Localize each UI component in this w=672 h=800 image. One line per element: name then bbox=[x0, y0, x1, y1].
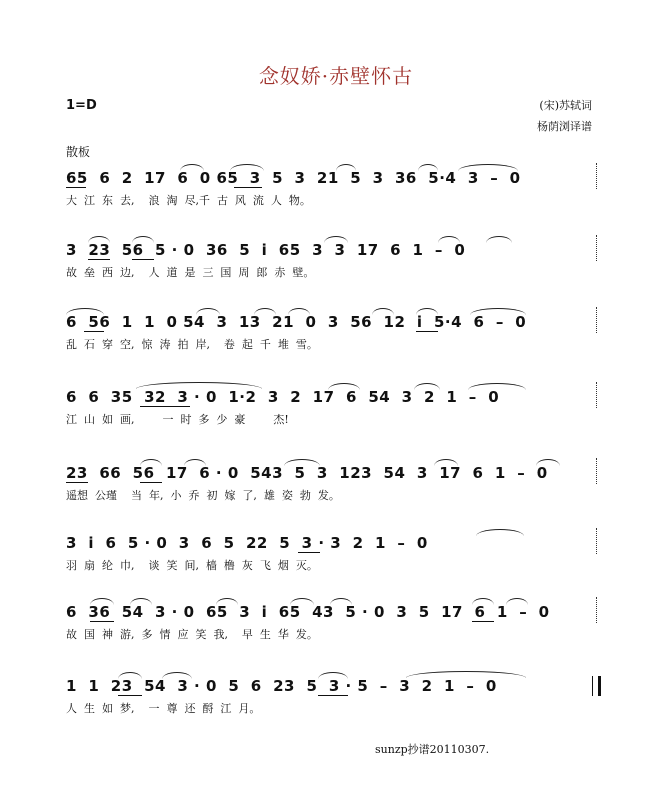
underline bbox=[118, 695, 142, 696]
slur bbox=[476, 529, 524, 536]
notation-line: 6 6 35 32 3 · 0 1·2 3 2 17 6 54 3 2 1 – 0 bbox=[66, 388, 500, 406]
slur bbox=[230, 164, 264, 171]
underline bbox=[298, 552, 320, 553]
barline bbox=[596, 307, 599, 333]
slur bbox=[472, 598, 494, 605]
underline bbox=[416, 331, 438, 332]
score-title: 念奴娇·赤壁怀古 bbox=[258, 64, 414, 88]
arranger-credit: 杨荫浏译谱 bbox=[537, 120, 592, 133]
barline bbox=[596, 235, 599, 261]
slur bbox=[284, 459, 320, 466]
underline bbox=[66, 482, 88, 483]
slur bbox=[324, 236, 348, 243]
underline bbox=[90, 621, 114, 622]
notation-line: 23 66 56 17 6 · 0 543 5 3 123 54 3 17 6 1 – 0 bbox=[66, 464, 548, 482]
lyric-line: 大 江 东 去, 浪 淘 尽,千 古 风 流 人 物。 bbox=[66, 194, 311, 207]
slur bbox=[330, 598, 352, 605]
slur bbox=[290, 598, 314, 605]
notation-line: 3 i 6 5 · 0 3 6 5 22 5 3 · 3 2 1 – 0 bbox=[66, 534, 428, 552]
slur bbox=[458, 164, 518, 171]
underline bbox=[88, 259, 110, 260]
lyric-line: 遥想 公瑾 当 年, 小 乔 初 嫁 了, 雄 姿 勃 发。 bbox=[66, 489, 340, 502]
tempo-marking: 散板 bbox=[66, 145, 91, 159]
slur bbox=[470, 308, 526, 315]
slur bbox=[180, 164, 204, 171]
underline bbox=[140, 482, 162, 483]
slur bbox=[336, 164, 356, 171]
slur bbox=[418, 164, 438, 171]
slur bbox=[118, 672, 142, 679]
slur bbox=[506, 598, 528, 605]
slur bbox=[416, 308, 438, 315]
slur bbox=[328, 383, 360, 390]
notation-line: 1 1 23 54 3 · 0 5 6 23 5 3 · 5 – 3 2 1 – 0 bbox=[66, 677, 497, 695]
slur bbox=[288, 308, 310, 315]
slur bbox=[318, 672, 348, 679]
barline bbox=[596, 458, 599, 484]
slur bbox=[468, 383, 526, 390]
underline bbox=[84, 331, 104, 332]
lyric-line: 故 国 神 游, 多 情 应 笑 我, 早 生 华 发。 bbox=[66, 628, 318, 641]
slur bbox=[414, 383, 440, 390]
slur bbox=[162, 672, 192, 679]
slur bbox=[88, 236, 110, 243]
barline bbox=[596, 528, 599, 554]
barline bbox=[596, 163, 599, 189]
lyric-line: 故 垒 西 边, 人 道 是 三 国 周 郎 赤 壁。 bbox=[66, 266, 315, 279]
lyric-line: 江 山 如 画, 一 时 多 少 豪 杰! bbox=[66, 413, 289, 426]
slur bbox=[66, 308, 104, 315]
slur bbox=[136, 382, 262, 389]
underline bbox=[472, 621, 494, 622]
lyric-line: 羽 扇 纶 巾, 谈 笑 间, 樯 橹 灰 飞 烟 灭。 bbox=[66, 559, 318, 572]
barline bbox=[596, 597, 599, 623]
slur bbox=[406, 671, 526, 678]
key-signature: 1=D bbox=[66, 98, 97, 113]
transcriber-note: sunzp抄谱20110307. bbox=[375, 743, 490, 756]
slur bbox=[216, 598, 238, 605]
underline bbox=[140, 406, 190, 407]
underline bbox=[234, 187, 262, 188]
notation-line: 3 23 56 5 · 0 36 5 i 65 3 3 17 6 1 – 0 bbox=[66, 241, 466, 259]
slur bbox=[184, 459, 206, 466]
final-barline bbox=[592, 676, 601, 696]
lyric-line: 人 生 如 梦, 一 尊 还 酹 江 月。 bbox=[66, 702, 261, 715]
slur bbox=[132, 236, 154, 243]
lyricist-credit: (宋)苏轼词 bbox=[539, 99, 592, 112]
slur bbox=[372, 308, 394, 315]
barline bbox=[596, 382, 599, 408]
underline bbox=[132, 259, 154, 260]
slur bbox=[486, 236, 512, 243]
underline bbox=[318, 695, 348, 696]
slur bbox=[438, 236, 460, 243]
notation-line: 65 6 2 17 6 0 65 3 5 3 21 5 3 36 5·4 3 – 0 bbox=[66, 169, 521, 187]
slur bbox=[196, 308, 220, 315]
slur bbox=[140, 459, 162, 466]
slur bbox=[536, 459, 560, 466]
slur bbox=[90, 598, 114, 605]
notation-line: 6 36 54 3 · 0 65 3 i 65 43 5 · 0 3 5 17 6 1 – 0 bbox=[66, 603, 550, 621]
underline bbox=[66, 187, 86, 188]
lyric-line: 乱 石 穿 空, 惊 涛 拍 岸, 卷 起 千 堆 雪。 bbox=[66, 338, 318, 351]
notation-line: 6 56 1 1 0 54 3 13 21 0 3 56 12 i 5·4 6 – 0 bbox=[66, 313, 527, 331]
slur bbox=[130, 598, 152, 605]
slur bbox=[434, 459, 458, 466]
slur bbox=[254, 308, 276, 315]
